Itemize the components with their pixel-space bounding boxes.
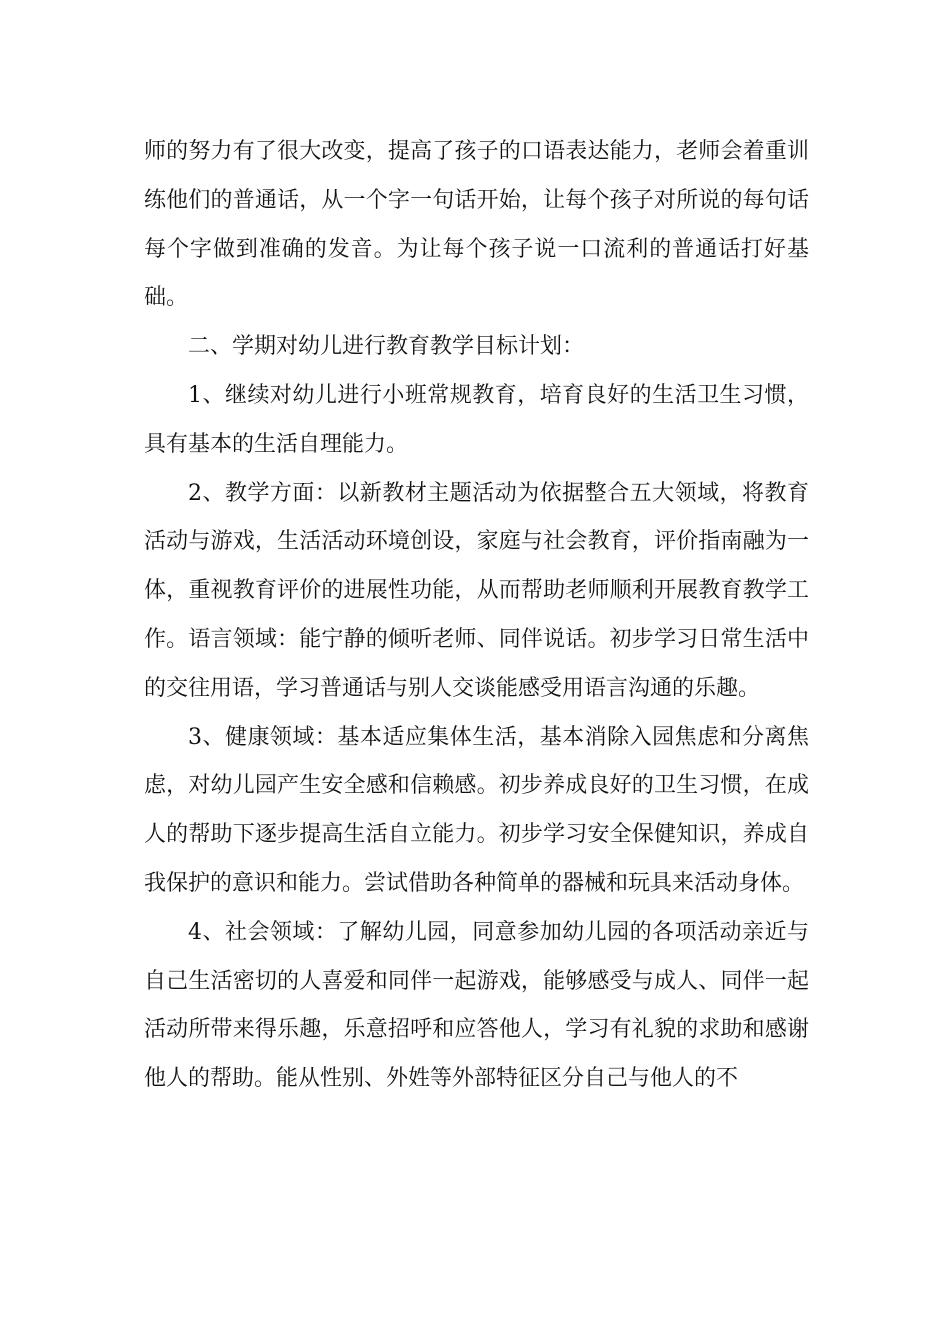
paragraph-item-4: 4、社会领域：了解幼儿园，同意参加幼儿园的各项活动亲近与自己生活密切的人喜爱和同伴一起游戏，能够感受与成人、同伴一起活动所带来得乐趣，乐意招呼和应答他人，学习有礼貌的求助和感谢他人的帮助。能从性别、外姓等外部特征区分自己与他人的不 — [144, 919, 809, 1092]
paragraph-continuation: 师的努力有了很大改变，提高了孩子的口语表达能力，老师会着重训练他们的普通话，从一个字一句话开始，让每个孩子对所说的每句话每个字做到准确的发音。为让每个孩子说一口流利的普通话打好基础。 — [144, 139, 809, 311]
document-body — [144, 128, 809, 1104]
section-heading: 二、学期对幼儿进行教育教学目标计划： — [188, 334, 585, 360]
paragraph-item-3: 3、健康领域：基本适应集体生活，基本消除入园焦虑和分离焦虑，对幼儿园产生安全感和信赖感。初步养成良好的卫生习惯，在成人的帮助下逐步提高生活自立能力。初步学习安全保健知识，养成自我保护的意识和能力。尝试借助各种简单的器械和玩具来活动身体。 — [144, 724, 809, 896]
paragraph-item-2: 2、教学方面：以新教材主题活动为依据整合五大领域，将教育活动与游戏，生活活动环境创设，家庭与社会教育，评价指南融为一体，重视教育评价的进展性功能，从而帮助老师顺利开展教育教学工作。语言领域：能宁静的倾听老师、同伴说话。初步学习日常生活中的交往用语，学习普通话与别人交谈能感受用语言沟通的乐趣。 — [144, 480, 809, 701]
paragraph-item-1: 1、继续对幼儿进行小班常规教育，培育良好的生活卫生习惯，具有基本的生活自理能力。 — [144, 382, 809, 457]
